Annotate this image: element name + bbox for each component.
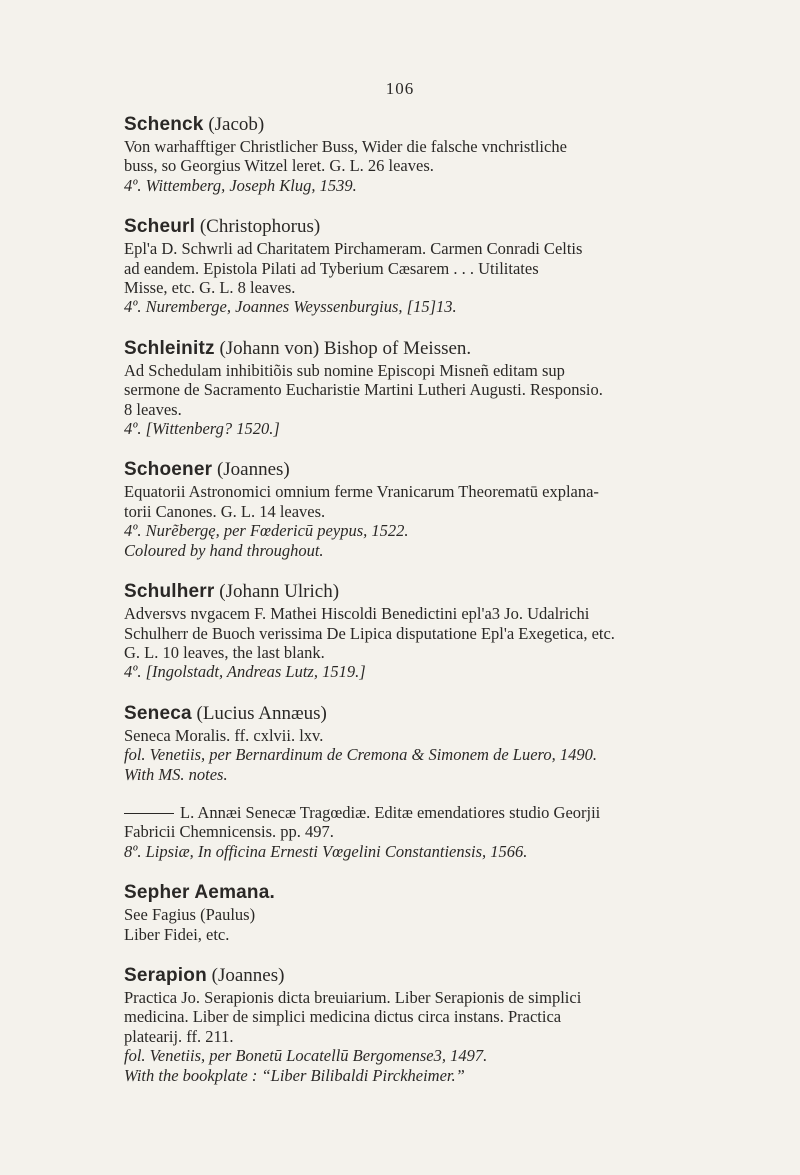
title-line: platearij. ff. 211. (124, 1026, 234, 1046)
title-line: G. L. 10 leaves, the last blank. (124, 642, 325, 662)
title-line: Liber Fidei, etc. (124, 924, 230, 944)
title-line: Practica Jo. Serapionis dicta breuiarium. Liber Serapionis de simplici (124, 987, 582, 1007)
imprint-line: 4º. Nuremberge, Joannes Weyssenburgius, [15]13. (124, 297, 457, 317)
author-name: Schoener (124, 459, 213, 481)
entry-heading (124, 114, 764, 136)
title-line: Fabricii Chemnicensis. pp. 497. (124, 822, 334, 842)
imprint-line: 4º. Nurẽbergę, per Fœdericū peypus, 1522. (124, 521, 409, 541)
copy-note: With the bookplate : “Liber Bilibaldi Pirckheimer.” (124, 1065, 465, 1085)
title-line: Schulherr de Buoch verissima De Lipica disputatione Epl'a Exegetica, etc. (124, 623, 615, 643)
catalogue-entry (124, 459, 764, 560)
catalogue-entry (124, 703, 764, 861)
page-number: 106 (385, 79, 415, 98)
entry-heading (124, 882, 764, 904)
entry-heading (124, 338, 764, 360)
title-line: Seneca Moralis. ff. cxlvii. lxv. (124, 725, 324, 745)
title-line: Epl'a D. Schwrli ad Charitatem Pirchameram. Carmen Conradi Celtis (124, 239, 583, 259)
entry-heading (124, 703, 764, 725)
title-line: sermone de Sacramento Eucharistie Martini Lutheri Augusti. Responsio. (124, 380, 603, 400)
author-qualifier: (Joannes) (216, 459, 290, 481)
ditto-rule (124, 813, 174, 814)
catalogue-entry (124, 581, 764, 682)
author-qualifier: (Lucius Annæus) (196, 702, 327, 724)
author-name: Seneca (124, 702, 192, 724)
title-line: ad eandem. Epistola Pilati ad Tyberium Cæsarem . . . Utilitates (124, 258, 539, 278)
title-line: buss, so Georgius Witzel leret. G. L. 26 leaves. (124, 156, 434, 176)
catalogue-entry (124, 965, 764, 1085)
imprint-line: 4º. Wittemberg, Joseph Klug, 1539. (124, 175, 357, 195)
title-line: Von warhafftiger Christlicher Buss, Wider die falsche vnchristliche (124, 137, 567, 156)
imprint-line: 8º. Lipsiæ, In officina Ernesti Vœgelini Constantiensis, 1566. (124, 841, 528, 861)
author-name: Schenck (124, 114, 204, 135)
author-name: Serapion (124, 964, 207, 986)
catalogue-entry (124, 882, 764, 944)
entry-heading (124, 965, 764, 987)
title-line: L. Annæi Senecæ Tragœdiæ. Editæ emendatiores studio Georjii (180, 802, 601, 822)
imprint-line: 4º. [Wittenberg? 1520.] (124, 419, 280, 439)
author-name: Schulherr (124, 581, 215, 603)
entry-heading (124, 581, 764, 603)
catalogue-entry (124, 114, 764, 195)
imprint-line: 4º. [Ingolstadt, Andreas Lutz, 1519.] (124, 662, 366, 682)
imprint-line: fol. Venetiis, per Bernardinum de Cremona & Simonem de Luero, 1490. (124, 745, 597, 765)
author-qualifier: (Johann von) Bishop of Meissen. (219, 337, 472, 359)
title-line: Equatorii Astronomici omnium ferme Vranicarum Theorematū explana- (124, 482, 599, 502)
catalogue-entry (124, 216, 764, 317)
author-qualifier: (Johann Ulrich) (219, 581, 340, 603)
copy-note: Coloured by hand throughout. (124, 540, 324, 560)
title-line: Adversvs nvgacem F. Mathei Hiscoldi Benedictini epl'a3 Jo. Udalrichi (124, 604, 590, 624)
title-line: Misse, etc. G. L. 8 leaves. (124, 278, 296, 298)
author-name: Sepher Aemana. (124, 882, 275, 904)
entry-heading (124, 459, 764, 481)
title-line: medicina. Liber de simplici medicina dictus circa instans. Practica (124, 1007, 562, 1027)
imprint-line: fol. Venetiis, per Bonetū Locatellū Bergomense3, 1497. (124, 1046, 488, 1066)
cross-reference: See Fagius (Paulus) (124, 905, 256, 925)
author-qualifier: (Jacob) (208, 114, 265, 135)
title-line: 8 leaves. (124, 399, 182, 419)
catalogue-entry (124, 338, 764, 439)
title-line: torii Canones. G. L. 14 leaves. (124, 501, 326, 521)
author-name: Scheurl (124, 216, 196, 238)
copy-note: With MS. notes. (124, 764, 228, 784)
author-qualifier: (Joannes) (211, 964, 285, 986)
entry-heading (124, 216, 764, 238)
author-name: Schleinitz (124, 337, 215, 359)
sub-entry (124, 803, 764, 861)
catalogue-entries (124, 114, 764, 1106)
title-line: Ad Schedulam inhibitiõis sub nomine Episcopi Misneñ editam sup (124, 360, 565, 380)
author-qualifier: (Christophorus) (199, 216, 321, 238)
